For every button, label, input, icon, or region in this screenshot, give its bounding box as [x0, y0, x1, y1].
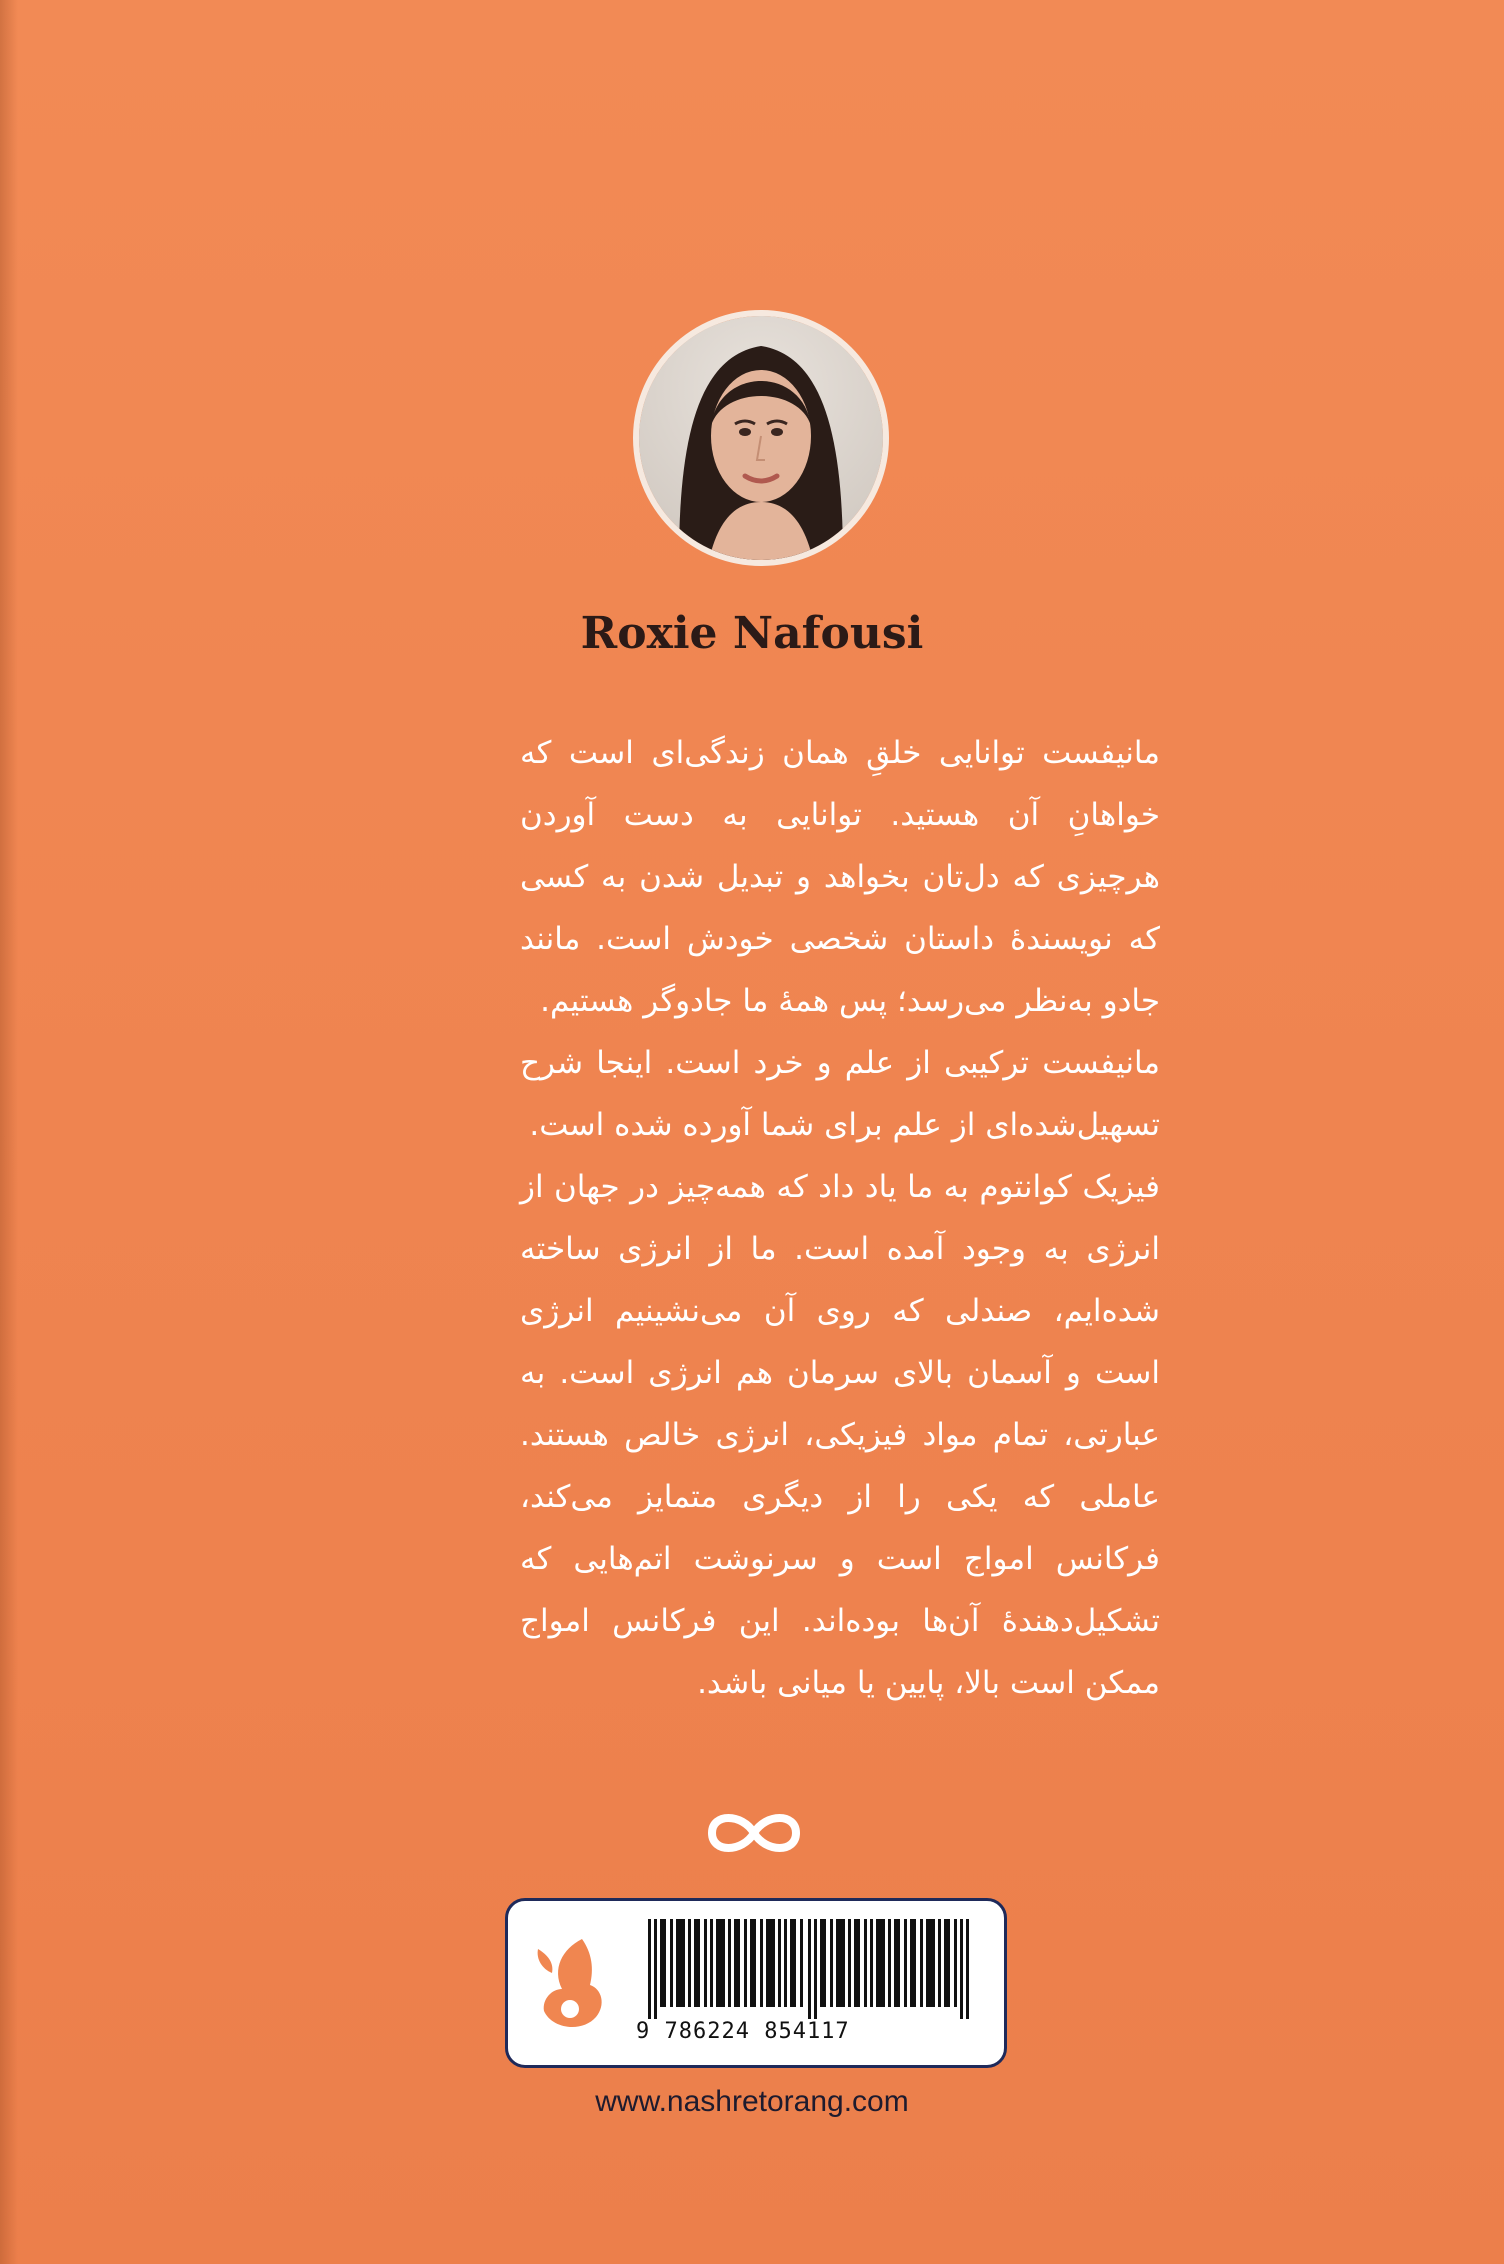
blurb-paragraph: مانیفست توانایی خلقِ همان زندگی‌ای است که خواهانِ آن هستید. توانایی به دست آوردن هرچیزی که دل‌تان بخواهد و تبدیل شدن به کسی که نویسندهٔ داستان شخصی خودش است. مانند جادو به‌نظر می‌رسد؛ پس همهٔ ما جادوگر هستیم. [520, 735, 1160, 1019]
author-portrait [633, 310, 889, 566]
barcode-label [505, 1898, 1007, 2068]
barcode [648, 1919, 988, 2019]
publisher-website[interactable]: www.nashretorang.com [595, 2085, 909, 2118]
bird-icon [522, 1929, 622, 2039]
blurb-paragraph: مانیفست ترکیبی از علم و خرد است. اینجا شرح تسهیل‌شده‌ای از علم برای شما آورده شده است. [520, 1045, 1160, 1143]
blurb-paragraph: فیزیک کوانتوم به ما یاد داد که همه‌چیز در جهان از انرژی به وجود آمده است. ما از انرژی ساخته شده‌ایم، صندلی که روی آن می‌نشینیم انرژی است و آسمان بالای سرمان هم انرژی است. به عبارتی، تمام مواد فیزیکی، انرژی خالص هستند. عاملی که یکی را از دیگری متمایز می‌کند، فرکانس امواج است و سرنوشت اتم‌هایی که تشکیل‌دهندهٔ آن‌ها بوده‌اند. این فرکانس امواج ممکن است بالا، پایین یا میانی باشد. [520, 1169, 1160, 1701]
portrait-image [639, 316, 883, 560]
blurb-text [520, 722, 1160, 1714]
author-name: Roxie Nafousi [580, 608, 924, 659]
infinity-icon [694, 1803, 814, 1863]
isbn-number: 9 786224 854117 [636, 2019, 850, 2044]
spine-shadow [0, 0, 18, 2264]
